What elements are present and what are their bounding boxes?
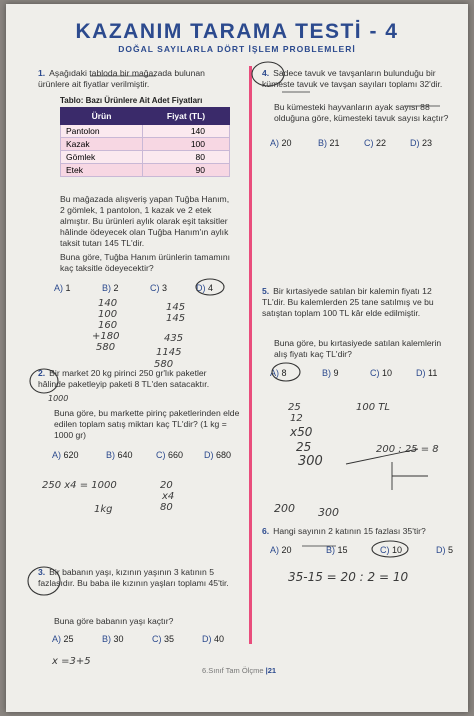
option-key: D) <box>416 368 426 378</box>
question-1-number: 1. <box>38 68 46 78</box>
page-title: KAZANIM TARAMA TESTİ - 4 <box>75 20 399 43</box>
product-cell: Etek <box>61 164 143 177</box>
option-value: 9 <box>333 368 339 378</box>
option-key: D) <box>436 545 446 555</box>
handwriting-q1-e: 580 <box>96 342 116 353</box>
option-value: 15 <box>337 545 348 555</box>
option-key: C) <box>364 138 374 148</box>
page-footer: 6.Sınıf Tam Ölçme |21 <box>202 666 277 675</box>
option-value: 22 <box>376 138 387 148</box>
question-6-number: 6. <box>262 526 270 536</box>
option-value: 35 <box>164 634 175 644</box>
price-cell: 90 <box>143 164 230 177</box>
question-1-text: Aşağıdaki tabloda bir mağazada bulunan ürünlere ait fiyatlar verilmiştir. <box>38 68 205 89</box>
option-value: 11 <box>428 368 438 378</box>
option-key: B) <box>326 545 335 555</box>
circle-mark <box>272 363 300 381</box>
question-5-number: 5. <box>262 286 270 296</box>
table-header-price: Fiyat (TL) <box>143 108 230 125</box>
page-number: 21 <box>267 666 277 675</box>
option-value: 2 <box>113 283 119 293</box>
handwriting-q5-e: 300 <box>298 454 323 469</box>
handwriting-q1-h: 435 <box>164 333 184 344</box>
page-subtitle: DOĞAL SAYILARLA DÖRT İŞLEM PROBLEMLERİ <box>118 44 356 54</box>
handwriting-q1-f: 145 <box>166 302 186 313</box>
price-cell: 100 <box>143 138 230 151</box>
table-header-product: Ürün <box>61 108 143 125</box>
option-key: D) <box>204 450 214 460</box>
option-key: A) <box>54 283 63 293</box>
worksheet-page <box>6 4 468 712</box>
question-3-number: 3. <box>38 567 46 577</box>
circle-mark <box>372 541 408 557</box>
question-4-number: 4. <box>262 68 270 78</box>
option-value: 640 <box>117 450 133 460</box>
handwriting-q1-j: 580 <box>154 359 174 370</box>
option-value: 680 <box>216 450 232 460</box>
option-value: 10 <box>382 368 393 378</box>
option-key: D) <box>202 634 212 644</box>
option-key: D) <box>410 138 420 148</box>
handwriting-q5-a: 25 <box>288 402 301 413</box>
question-4-text: Sadece tavuk ve tavşanların bulunduğu bir kümeste tavuk ve tavşan sayıları toplamı 32'dir. <box>262 68 443 89</box>
product-cell: Kazak <box>61 138 143 151</box>
table-caption: Tablo: Bazı Ürünlere Ait Adet Fiyatları <box>60 96 203 105</box>
option-key: C) <box>380 545 390 555</box>
handwriting-q2-d: 20 <box>160 480 173 491</box>
handwriting-q3: x =3+5 <box>52 656 91 667</box>
option-value: 30 <box>113 634 124 644</box>
option-key: A) <box>52 450 61 460</box>
handwriting-q5-b: 12 <box>290 413 303 424</box>
handwriting-q5-g: 200 <box>274 502 295 515</box>
handwriting-q5-c: x50 <box>290 425 313 439</box>
option-value: 3 <box>162 283 168 293</box>
question-5-text: Bir kırtasiyede satılan bir kalemin fiyatı 12 TL'dir. Bu kalemlerden 25 tane satılmış ve bu satıştan toplam 100 TL kâr elde edilmiştir. <box>262 286 434 318</box>
price-cell: 140 <box>143 125 230 138</box>
product-cell: Pantolon <box>61 125 143 138</box>
circle-mark <box>196 279 224 295</box>
option-key: B) <box>322 368 331 378</box>
circle-mark <box>28 567 60 595</box>
option-value: 20 <box>281 545 292 555</box>
option-key: C) <box>156 450 166 460</box>
handwriting-q2-b: 250 x4 = 1000 <box>42 480 117 491</box>
handwriting-q2-e: x4 <box>162 491 175 502</box>
handwriting-q5-h: 300 <box>318 506 339 519</box>
option-value: 21 <box>329 138 340 148</box>
handwriting-q6: 35-15 = 20 : 2 = 10 <box>288 570 409 584</box>
option-key: C) <box>152 634 162 644</box>
handwriting-q2-c: 1kg <box>94 504 113 515</box>
division-mark <box>392 462 428 490</box>
option-value: 25 <box>63 634 74 644</box>
strike-mark <box>346 449 418 464</box>
circle-mark <box>252 62 284 86</box>
option-key: B) <box>318 138 327 148</box>
handwriting-q5-d: 25 <box>296 440 312 454</box>
question-2-number: 2. <box>38 368 46 378</box>
option-key: A) <box>270 545 279 555</box>
question-3-text: Bir babanın yaşı, kızının yaşının 3 katının 5 fazlasıdır. Bu baba ile kızının yaşları toplamı 45'tir. <box>38 567 229 588</box>
handwriting-q5-i: 200 : 25 = 8 <box>376 444 439 455</box>
option-key: D) <box>196 283 206 293</box>
handwriting-q1-a: 140 <box>98 298 118 309</box>
handwriting-q5-f: 100 TL <box>356 402 390 413</box>
option-key: C) <box>150 283 160 293</box>
question-5-prompt: Buna göre, bu kırtasiyede satılan kalemlerin alış fiyatı kaç TL'dir? <box>274 338 442 359</box>
product-cell: Gömlek <box>61 151 143 164</box>
option-key: A) <box>270 138 279 148</box>
option-value: 620 <box>63 450 79 460</box>
footer-text: 6.Sınıf Tam Ölçme <box>202 666 264 675</box>
question-2-text: Bir market 20 kg pirinci 250 gr'lık paketler hâlinde paketleyip paketi 8 TL'den satacaktır. <box>38 368 210 389</box>
question-6-text: Hangi sayının 2 katının 15 fazlası 35'tir? <box>273 526 426 536</box>
handwriting-q1-g: 145 <box>166 313 186 324</box>
option-value: 660 <box>168 450 184 460</box>
question-1-prompt: Buna göre, Tuğba Hanım ürünlerin tamamını kaç taksitle ödeyecektir? <box>60 252 231 273</box>
option-key: C) <box>370 368 380 378</box>
question-1-body: Bu mağazada alışveriş yapan Tuğba Hanım, 2 gömlek, 1 pantolon, 1 kazak ve 2 etek almıştır. Bu ürünleri aylık olarak eşit taksitler hâlinde ödeyecek olan Tuğba Hanım'ın aylık taksit tutarı 145 TL'dir. <box>60 194 230 248</box>
option-key: A) <box>52 634 61 644</box>
option-value: 10 <box>392 545 403 555</box>
option-value: 1 <box>65 283 71 293</box>
option-key: A) <box>270 368 279 378</box>
option-value: 23 <box>422 138 433 148</box>
option-value: 5 <box>448 545 454 555</box>
option-value: 40 <box>214 634 225 644</box>
handwriting-q1-i: 1145 <box>156 347 182 358</box>
handwriting-q1-c: 160 <box>98 320 118 331</box>
handwriting-q2-f: 80 <box>160 502 173 513</box>
option-key: B) <box>102 634 111 644</box>
handwriting-q1-d: +180 <box>92 331 120 342</box>
option-value: 4 <box>208 283 214 293</box>
question-4-prompt: Bu kümesteki hayvanların ayak sayısı 88 olduğuna göre, kümesteki tavuk sayısı kaçtır? <box>274 102 449 123</box>
handwriting-q2-a: 1000 <box>48 394 69 403</box>
option-value: 20 <box>281 138 292 148</box>
question-2-prompt: Buna göre, bu markette pirinç paketlerinden elde edilen toplam satış miktarı kaç TL'dir? (1 kg = 1000 gr) <box>54 408 240 440</box>
option-key: B) <box>106 450 115 460</box>
option-value: 8 <box>281 368 287 378</box>
circle-mark <box>30 369 58 393</box>
handwriting-q1-b: 100 <box>98 309 118 320</box>
price-cell: 80 <box>143 151 230 164</box>
question-3-prompt: Buna göre babanın yaşı kaçtır? <box>54 616 174 626</box>
option-key: B) <box>102 283 111 293</box>
pen-marks <box>6 4 468 712</box>
